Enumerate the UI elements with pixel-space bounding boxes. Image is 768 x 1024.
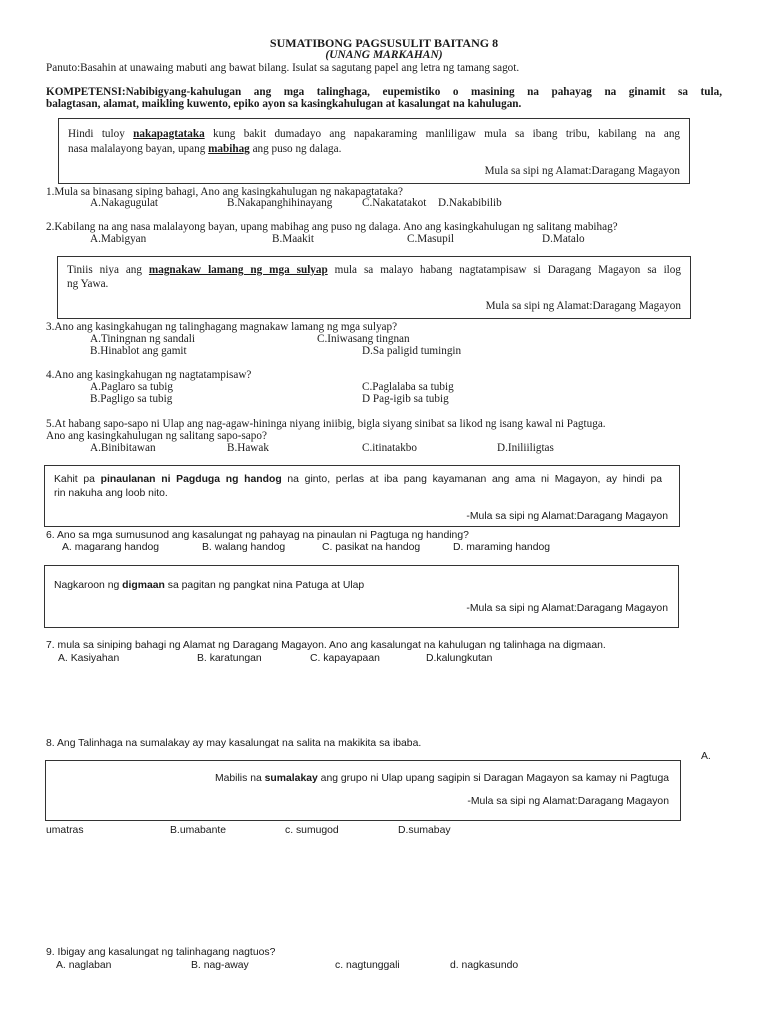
q9-choice-a: A. naglaban [56, 960, 112, 971]
q6-choice-a: A. magarang handog [62, 542, 160, 553]
question-5-line-2: Ano ang kasingkahulugan ng salitang sapo-sapo? [46, 430, 267, 442]
keyword-digmaan: digmaan [122, 580, 165, 591]
excerpt-4-source: -Mula sa sipi ng Alamat:Daragang Magayon [466, 603, 668, 614]
instructions-panuto: Panuto:Basahin at unawaing mabuti ang bawat bilang. Isulat sa sagutang papel ang letra ng tamang sagot. [46, 62, 520, 74]
q8-choice-d: D.sumabay [398, 825, 451, 836]
excerpt-2-line-2: ng Yawa. [67, 278, 109, 290]
q9-choice-b: B. nag-away [191, 960, 249, 971]
q6-choice-c: C. pasikat na handog [322, 542, 421, 553]
q5-choice-d: D.Iniliiligtas [497, 442, 554, 454]
q5-choice-c: C.itinatakbo [362, 442, 417, 454]
q5-choice-b: B.Hawak [227, 442, 269, 454]
excerpt-2-line-1: Tiniis niya ang magnakaw lamang ng mga sulyap mula sa malayo habang nagtatampisaw si Daragang Magayon sa ilog [67, 264, 681, 276]
q2-choice-b: B.Maakit [272, 233, 314, 245]
q8-choice-a-word: umatras [46, 825, 84, 836]
kompetensi-line-1: KOMPETENSI:Nabibigyang-kahulugan ang mga talinghaga, eupemistiko o masining na pahayag na ginamit sa tula, [46, 86, 722, 98]
question-8: 8. Ang Talinhaga na sumalakay ay may kasalungat na salita na makikita sa ibaba. [46, 738, 422, 749]
excerpt-1-source: Mula sa sipi ng Alamat:Daragang Magayon [484, 165, 680, 177]
q8-choice-a-letter: A. [701, 751, 711, 762]
question-9: 9. Ibigay ang kasalungat ng talinhagang nagtuos? [46, 947, 276, 958]
q7-choice-c: C. kapayapaan [310, 653, 380, 664]
keyword-pinaulanan: pinaulanan ni Pagduga ng handog [100, 474, 282, 485]
q7-choice-b: B. karatungan [197, 653, 262, 664]
q1-choice-a: A.Nakagugulat [90, 197, 159, 209]
question-6: 6. Ano sa mga sumusunod ang kasalungat ng pahayag na pinaulan ni Pagtuga ng handing? [46, 530, 469, 541]
q7-choice-d: D.kalungkutan [426, 653, 493, 664]
question-4: 4.Ano ang kasingkahugan ng nagtatampisaw? [46, 369, 252, 381]
page-title: SUMATIBONG PAGSUSULIT BAITANG 8 [269, 36, 499, 50]
excerpt-5-line-1: Mabilis na sumalakay ang grupo ni Ulap upang sagipin si Daragan Magayon sa kamay ni Pagtuga [214, 773, 669, 784]
q4-choice-b: B.Pagligo sa tubig [90, 393, 173, 405]
excerpt-box-5 [45, 760, 681, 821]
excerpt-2-source: Mula sa sipi ng Alamat:Daragang Magayon [485, 300, 681, 312]
q3-choice-d: D.Sa paligid tumingin [362, 345, 462, 357]
q3-choice-a: A.Tiningnan ng sandali [90, 333, 195, 345]
q1-choice-b: B.Nakapanghihinayang [227, 197, 333, 209]
q7-choice-a: A. Kasiyahan [58, 653, 120, 664]
question-1: 1.Mula sa binasang siping bahagi, Ano ang kasingkahulugan ng nakapagtataka? [46, 186, 403, 198]
q8-choice-c: c. sumugod [285, 825, 339, 836]
question-3: 3.Ano ang kasingkahugan ng talinghagang magnakaw lamang ng mga sulyap? [46, 321, 398, 333]
q2-choice-a: A.Mabigyan [90, 233, 147, 245]
q4-choice-d: D Pag-igib sa tubig [362, 393, 449, 405]
kompetensi-line-2: balagtasan, alamat, maikling kuwento, epiko ayon sa kasingkahulugan at kasalungat na kahulugan. [46, 98, 522, 110]
question-5-line-1: 5.At habang sapo-sapo ni Ulap ang nag-agaw-hininga niyang iniibig, bigla siyang sinibat sa likod ng isang kawal ni Pagtuga. [46, 418, 606, 430]
page-subtitle: (UNANG MARKAHAN) [325, 49, 443, 61]
keyword-nakapagtataka: nakapagtataka [133, 128, 205, 140]
excerpt-box-4 [44, 565, 679, 628]
q5-choice-a: A.Binibitawan [90, 442, 156, 454]
question-7: 7. mula sa siniping bahagi ng Alamat ng Daragang Magayon. Ano ang kasalungat na kahulugan ng talinhaga na digmaan. [46, 640, 606, 651]
excerpt-3-line-2: rin nakuha ang loob nito. [54, 488, 168, 499]
q9-choice-c: c. nagtunggali [335, 960, 400, 971]
keyword-magnakaw-lamang: magnakaw lamang ng mga sulyap [148, 264, 328, 276]
q8-choice-b: B.umabante [170, 825, 227, 836]
excerpt-5-source: -Mula sa sipi ng Alamat:Daragang Magayon [467, 796, 669, 807]
q4-choice-c: C.Paglalaba sa tubig [362, 381, 454, 393]
q3-choice-c: C.Iniwasang tingnan [317, 333, 410, 345]
excerpt-1-line-2: nasa malalayong bayan, upang mabihag ang puso ng dalaga. [68, 143, 342, 155]
question-2: 2.Kabilang na ang nasa malalayong bayan, upang mabihag ang puso ng dalaga. Ano ang kasingkahulugan ng salitang mabihag? [46, 221, 618, 233]
q4-choice-a: A.Paglaro sa tubig [90, 381, 173, 393]
excerpt-box-2 [57, 256, 691, 319]
excerpt-box-3 [44, 465, 680, 527]
q9-choice-d: d. nagkasundo [450, 960, 519, 971]
q3-choice-b: B.Hinablot ang gamit [90, 345, 187, 357]
excerpt-4-line-1: Nagkaroon ng digmaan sa pagitan ng pangkat nina Patuga at Ulap [54, 580, 365, 591]
excerpt-3-source: -Mula sa sipi ng Alamat:Daragang Magayon [466, 511, 668, 522]
q1-choice-d: D.Nakabibilib [438, 197, 502, 209]
excerpt-box-1 [58, 118, 690, 184]
q6-choice-d: D. maraming handog [453, 542, 551, 553]
q1-choice-c: C.Nakatatakot [362, 197, 427, 209]
q2-choice-d: D.Matalo [542, 233, 585, 245]
q6-choice-b: B. walang handog [202, 542, 286, 553]
q2-choice-c: C.Masupil [407, 233, 454, 245]
excerpt-1-line-1: Hindi tuloy nakapagtataka kung bakit dumadayo ang napakaraming manliligaw mula sa ibang tribu, kabilang na ang [68, 128, 681, 140]
excerpt-3-line-1: Kahit pa pinaulanan ni Pagduga ng handog na ginto, perlas at iba pang kayamanan ang ama ni Magayon, ay hindi pa [54, 474, 663, 485]
keyword-mabihag: mabihag [208, 143, 250, 155]
keyword-sumalakay: sumalakay [264, 773, 318, 784]
